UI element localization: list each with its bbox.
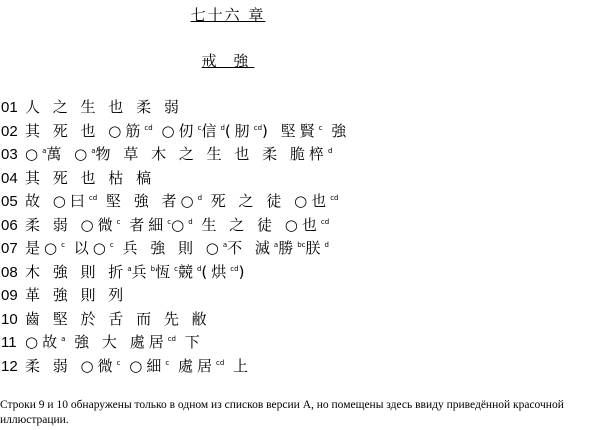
text-line bbox=[1, 284, 350, 308]
chapter-title: 戒 強 bbox=[201, 52, 255, 70]
text-line bbox=[1, 237, 350, 261]
line-text: 柔 弱 ○微$^c$ 者細$^c$○$^d$ 生 之 徒 ○也$^{cd}$ bbox=[25, 215, 330, 234]
text-line bbox=[1, 308, 350, 332]
line-number: 12 bbox=[1, 357, 18, 375]
line-text: 是○$^c$ 以○$^c$ 兵 強 則 ○$^a$不 滅$^a$勝$^{bc}$朕$^d$ bbox=[25, 239, 329, 257]
line-text: 其 死 也 枯 槁 bbox=[25, 168, 156, 187]
line-number: 07 bbox=[1, 240, 18, 257]
text-line bbox=[1, 143, 350, 167]
line-number: 11 bbox=[1, 334, 17, 351]
line-number: 08 bbox=[1, 263, 18, 281]
line-number: 09 bbox=[1, 287, 18, 304]
chapter-number: 七十六 章 bbox=[190, 6, 266, 24]
line-number: 06 bbox=[1, 216, 18, 234]
line-text: ○故$^a$ 強 大 處居$^{cd}$ 下 bbox=[25, 333, 204, 351]
line-number: 02 bbox=[1, 122, 18, 140]
line-text: 木 強 則 折$^a$兵$^b$恆$^c$競$^d$(烘$^{cd}$) bbox=[25, 262, 249, 281]
line-text: 故 ○曰$^{cd}$ 堅 強 者○$^d$ 死 之 徒 ○也$^{cd}$ bbox=[25, 192, 339, 210]
line-text: 齒 堅 於 舌 而 先 敝 bbox=[25, 309, 211, 328]
line-number: 10 bbox=[1, 310, 18, 328]
line-number: 04 bbox=[1, 169, 18, 187]
line-text: 其 死 也 ○筋$^{cd}$ ○仞$^c$信$^d$(肕$^{cd}$) 堅賢$^c$ 強 bbox=[25, 121, 351, 140]
text-line bbox=[1, 214, 350, 238]
text-line bbox=[1, 331, 350, 355]
line-text: ○$^a$萬 ○$^a$物 草 木 之 生 也 柔 脆椊$^d$ bbox=[25, 145, 333, 163]
line-text: 革 強 則 列 bbox=[25, 286, 128, 304]
text-line bbox=[1, 96, 350, 120]
line-text: 人 之 生 也 柔 弱 bbox=[25, 98, 183, 116]
line-number: 05 bbox=[1, 193, 18, 210]
line-number: 03 bbox=[1, 146, 18, 163]
text-line bbox=[1, 261, 350, 285]
text-line bbox=[1, 355, 350, 379]
line-number: 01 bbox=[1, 99, 18, 116]
line-text: 柔 弱 ○微$^c$ ○細$^c$ 處居$^{cd}$ 上 bbox=[25, 356, 253, 375]
text-line bbox=[1, 190, 350, 214]
text-line bbox=[1, 120, 350, 144]
text-lines bbox=[1, 96, 350, 378]
text-line bbox=[1, 167, 350, 191]
footnote: Строки 9 и 10 обнаружены только в одном из списков версии А, но помещены здесь ввиду приведённой красочной иллюстрации. bbox=[0, 399, 564, 426]
